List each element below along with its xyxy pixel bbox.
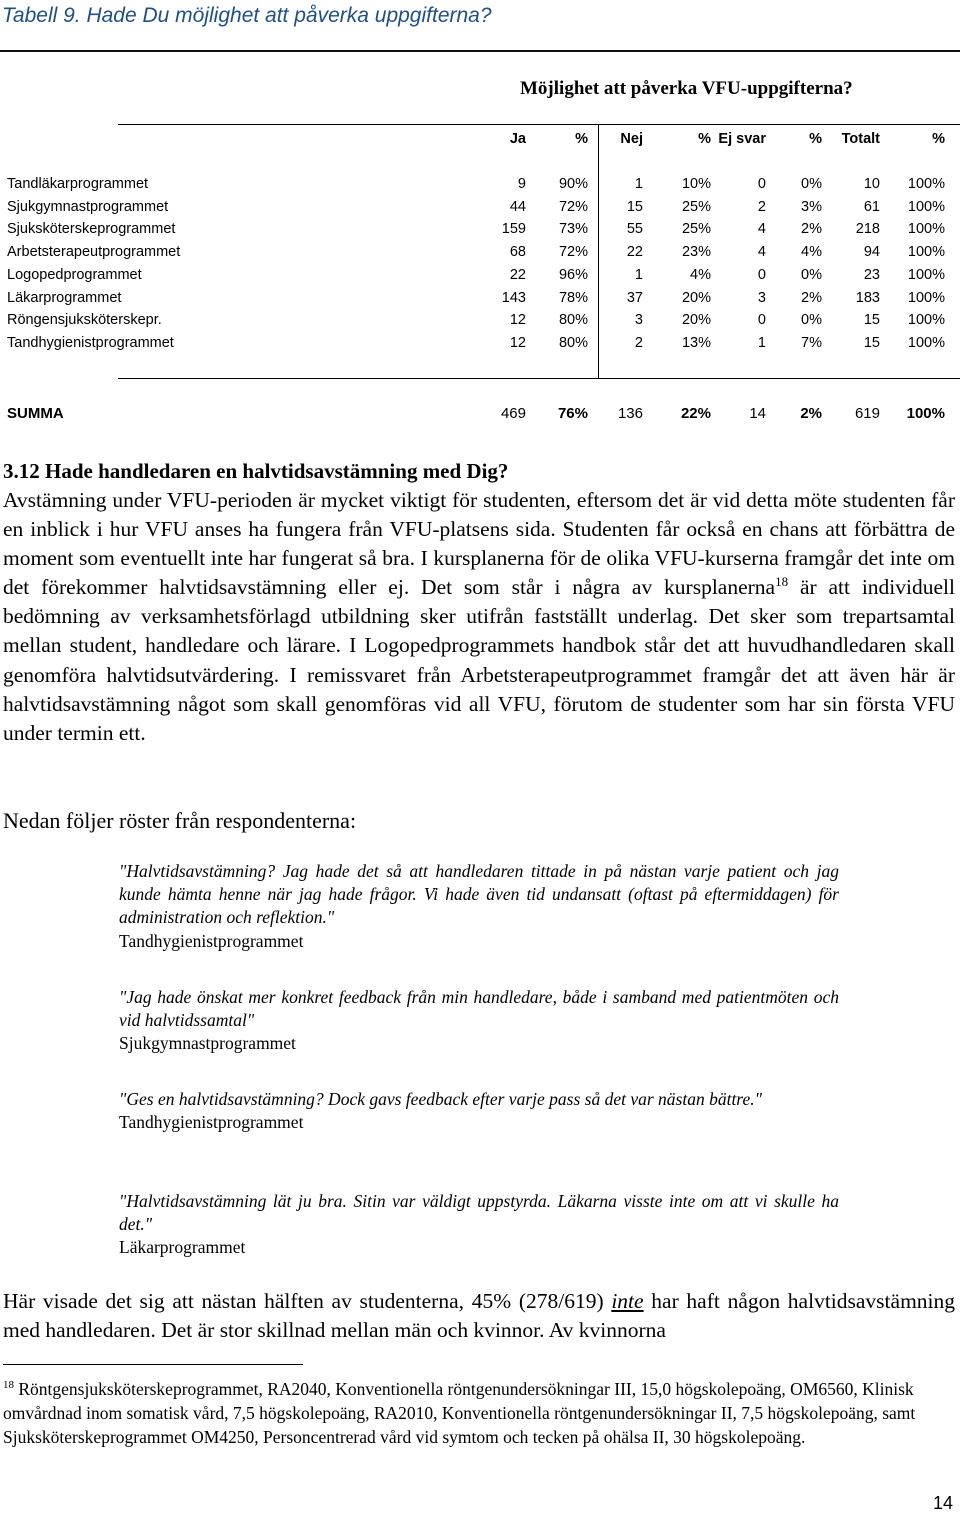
table-cell: 100% (907, 221, 945, 238)
table-cell: 2% (801, 221, 822, 238)
table-cell: 1 (757, 334, 766, 351)
table-cell: 159 (501, 221, 526, 238)
summary-cell: 2% (800, 405, 822, 422)
table-cell: 0% (801, 176, 822, 192)
table-cell: 25% (681, 198, 711, 215)
summary-label: SUMMA (7, 405, 64, 422)
quote-block (119, 986, 839, 1056)
table-cell: 80% (558, 334, 588, 351)
table-row (0, 244, 960, 266)
table-cell: 10% (681, 176, 711, 192)
col-header-ja: Ja (509, 131, 526, 147)
program-name: Tandhygienistprogrammet (7, 334, 174, 351)
table-cell: 4 (757, 221, 766, 238)
table-cell: 68 (509, 244, 526, 261)
table-row (0, 267, 960, 289)
program-name: Sjukgymnastprogrammet (7, 198, 169, 215)
footnote (3, 1373, 953, 1450)
table-cell: 0 (757, 176, 766, 192)
quote-source: Läkarprogrammet (119, 1237, 246, 1258)
col-header-ej-svar: Ej svar (718, 131, 766, 147)
page-number: 14 (933, 1493, 954, 1513)
table-cell: 12 (509, 312, 526, 329)
summary-cell: 100% (906, 405, 945, 422)
table-cell: 1 (634, 266, 643, 283)
table-row (0, 312, 960, 334)
table-cell: 4% (690, 266, 711, 283)
paragraph-text: har haft någon halvtidsavstämning med handledaren. Det är stor skillnad mellan män och kvinnor. Av kvinnorna (3, 1289, 956, 1343)
program-name: Tandläkarprogrammet (7, 176, 149, 192)
table-cell: 3 (634, 312, 643, 329)
table-summary-row (0, 405, 960, 427)
table-cell: 20% (681, 289, 711, 306)
table-cell: 61 (863, 198, 880, 215)
table-cell: 183 (855, 289, 880, 306)
table-cell: 3 (757, 289, 766, 306)
table-cell: 143 (501, 289, 526, 306)
table-cell: 7% (801, 334, 822, 351)
program-name: Läkarprogrammet (7, 289, 122, 306)
table-cell: 22 (509, 266, 526, 283)
col-header-ja-pct: % (575, 131, 588, 147)
table-cell: 44 (509, 198, 526, 215)
footnote-reference[interactable]: 18 (775, 574, 789, 590)
table-cell: 218 (855, 221, 880, 238)
quote-text: "Halvtidsavstämning lät ju bra. Sitin var väldigt uppstyrda. Läkarna visste inte om att vi skulle ha det." (119, 1191, 839, 1235)
voices-intro: Nedan följer röster från respondenterna: (3, 808, 357, 833)
table-row (0, 221, 960, 243)
program-name: Sjuksköterskeprogrammet (7, 221, 176, 238)
body-paragraph-2 (3, 1287, 955, 1345)
table-cell: 3% (801, 198, 822, 215)
quote-block (119, 860, 839, 953)
table-cell: 0% (801, 312, 822, 329)
table-row (0, 290, 960, 312)
summary-cell: 136 (617, 405, 643, 422)
table-cell: 22 (626, 244, 643, 261)
table-cell: 100% (907, 289, 945, 306)
col-header-ej-svar-pct: % (809, 131, 822, 147)
paragraph-text: Avstämning under VFU-perioden är mycket viktigt för studenten, eftersom det är vid detta möte studenten får en inblick i hur VFU anses ha fungera från VFU-platsens sida. Studenten får också en chans att förbättra de moment som eventuellt inte har fungerat så bra. I kursplanerna för de olika VFU-kurserna framgår det inte om det förekommer halvtidsavstämning eller ej. Det som står i några av kursplanerna (3, 488, 955, 600)
table-cell: 0% (801, 266, 822, 283)
table-cell: 78% (558, 289, 588, 306)
table-rule-bottom (118, 378, 960, 379)
table-cell: 20% (681, 312, 711, 329)
col-header-nej-pct: % (698, 131, 711, 147)
col-header-totalt-pct: % (932, 131, 945, 147)
table-cell: 23% (681, 244, 711, 261)
table-cell: 73% (558, 221, 588, 238)
table-cell: 23 (863, 266, 880, 283)
program-name: Arbetsterapeutprogrammet (7, 244, 181, 261)
paragraph-text: Här visade det sig att nästan hälften av studenterna, 45% (278/619) (3, 1289, 612, 1313)
footnote-text: Röntgensjuksköterskeprogrammet, RA2040, Konventionella röntgenundersökningar III, 15,0 högskolepoäng, OM6560, Klinisk omvårdnad inom somatisk vård, 7,5 högskolepoäng, RA2010, Konventionella röntgenundersökningar II, 7,5 högskolepoäng, samt Sjuksköterskeprogrammet OM4250, Personcentrerad vård vid symtom och tecken på ohälsa II, 30 högskolepoäng. (3, 1378, 916, 1448)
table-cell: 2% (801, 289, 822, 306)
table-cell: 72% (558, 244, 588, 261)
table-cell: 4% (801, 244, 822, 261)
table-cell: 100% (907, 176, 945, 192)
quote-text: "Halvtidsavstämning? Jag hade det så att handledaren tittade in på nästan varje patient och jag kunde hämta henne när jag hade frågor. Vi hade även tid undansatt (oftast på eftermiddagen) för administration och reflektion." (119, 861, 839, 928)
table-cell: 0 (757, 312, 766, 329)
program-name: Logopedprogrammet (7, 266, 142, 283)
table-cell: 80% (558, 312, 588, 329)
table-cell: 100% (907, 334, 945, 351)
table-cell: 15 (626, 198, 643, 215)
table-cell: 100% (907, 312, 945, 329)
program-name: Röngensjuksköterskepr. (7, 312, 162, 329)
table-cell: 100% (907, 266, 945, 283)
footnote-number: 18 (3, 1379, 14, 1391)
paragraph-text: är att individuell bedömning av verksamhetsförlagd utbildning sker utifrån fastställt underlag. Det sker som trepartsamtal mellan student, handledare och lärare. I Logopedprogrammets handbok står det att huvudhandledaren skall genomföra halvtidsutvärdering. I remissvaret från Arbetsterapeutprogrammet framgår det att även här är halvtidsavstämning något som skall genomföras vid all VFU, förutom de studenter som har sin första VFU under termin ett. (3, 575, 955, 745)
summary-cell: 22% (680, 405, 711, 422)
table-row (0, 199, 960, 221)
emphasis-inte: inte (611, 1289, 644, 1313)
table-cell: 25% (681, 221, 711, 238)
caption-divider (0, 50, 960, 52)
table-cell: 15 (863, 334, 880, 351)
body-paragraph-1 (3, 486, 955, 748)
table-cell: 1 (634, 176, 643, 192)
table-cell: 100% (907, 198, 945, 215)
summary-cell: 76% (557, 405, 588, 422)
table-row (0, 335, 960, 357)
table-cell: 12 (509, 334, 526, 351)
table-cell: 96% (558, 266, 588, 283)
quote-source: Tandhygienistprogrammet (119, 930, 304, 951)
table-row (0, 176, 960, 198)
table-cell: 13% (681, 334, 711, 351)
table-cell: 9 (517, 176, 526, 192)
table-cell: 37 (626, 289, 643, 306)
summary-cell: 619 (854, 405, 880, 422)
quote-source: Sjukgymnastprogrammet (119, 1033, 296, 1054)
quote-block (119, 1088, 839, 1134)
table-cell: 90% (558, 176, 588, 192)
table-cell: 10 (863, 176, 880, 192)
table-cell: 2 (634, 334, 643, 351)
quote-text: "Ges en halvtidsavstämning? Dock gavs feedback efter varje pass så det var nästan bättre." (119, 1089, 762, 1109)
footnote-divider (3, 1364, 303, 1365)
table-cell: 100% (907, 244, 945, 261)
table-cell: 94 (863, 244, 880, 261)
summary-cell: 14 (749, 405, 766, 422)
section-heading: 3.12 Hade handledaren en halvtidsavstämning med Dig? (3, 459, 509, 483)
table-caption: Tabell 9. Hade Du möjlighet att påverka uppgifterna? (2, 4, 492, 27)
table-rule-top (118, 124, 960, 125)
table-cell: 55 (626, 221, 643, 238)
quote-text: "Jag hade önskat mer konkret feedback från min handledare, både i samband med patientmöten och vid halvtidssamtal" (119, 987, 839, 1031)
table-title: Möjlighet att påverka VFU-uppgifterna? (520, 78, 853, 99)
table-cell: 15 (863, 312, 880, 329)
summary-cell: 469 (500, 405, 526, 422)
table-cell: 0 (757, 266, 766, 283)
col-header-totalt: Totalt (841, 131, 880, 147)
table-cell: 2 (757, 198, 766, 215)
quote-source: Tandhygienistprogrammet (119, 1112, 304, 1133)
table-cell: 72% (558, 198, 588, 215)
quote-block (119, 1190, 839, 1260)
table-cell: 4 (757, 244, 766, 261)
col-header-nej: Nej (620, 131, 643, 147)
